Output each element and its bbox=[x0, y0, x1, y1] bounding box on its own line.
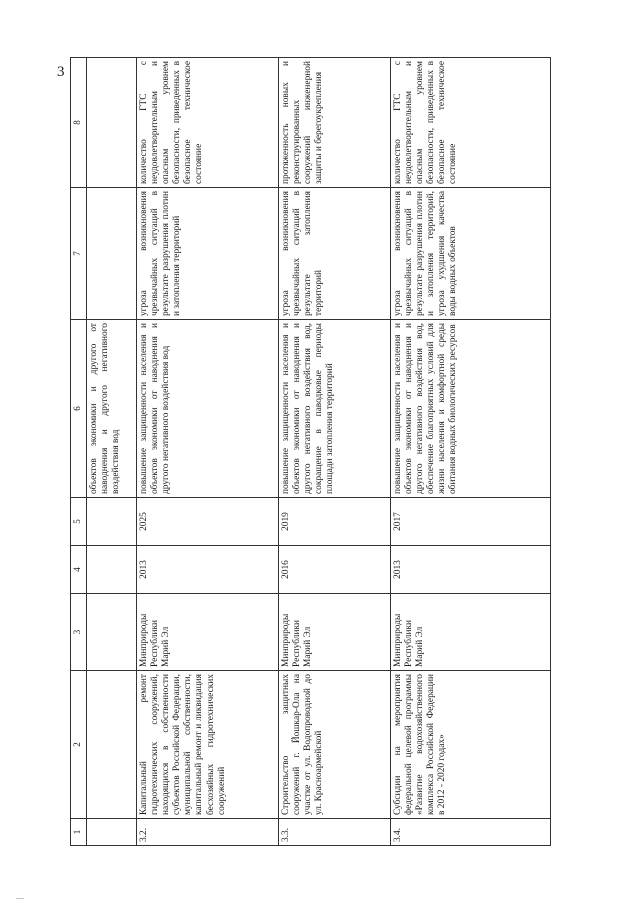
cont-cell-4 bbox=[87, 546, 137, 594]
expected-result: повышение защищенности населения и объектов экономики от наводнения и другого негативного воздействия вод bbox=[137, 320, 279, 498]
page-number: 3 bbox=[57, 64, 65, 80]
cont-cell-2 bbox=[87, 671, 137, 819]
table-row bbox=[137, 58, 279, 846]
cont-cell-result: объектов экономики и другого от наводнения и другого негативного воздействия вод bbox=[87, 320, 137, 498]
header-col-4: 4 bbox=[71, 546, 87, 594]
expected-result: повышение защищенности населения и объектов экономики от наводнения и другого негативного воздействия вод, обеспечение благоприятных условий для жизни населения и комфортной среды обитания водных биологических ресурсов bbox=[391, 320, 551, 498]
table-row bbox=[279, 58, 391, 846]
rotated-table-sheet bbox=[70, 58, 600, 846]
header-col-3: 3 bbox=[71, 594, 87, 671]
continuation-row bbox=[87, 58, 137, 846]
cont-cell-1 bbox=[87, 819, 137, 846]
measure-name: Строительство защитных сооружений г. Йошкар-Ола на участке от ул. Водопроводной до ул. Красноармейской bbox=[279, 671, 391, 819]
indicator: количество ГТС с неудовлетворительным и опасным уровнем безопасности, приведенных в безопасное техническое состояние bbox=[391, 58, 551, 188]
cont-cell-3 bbox=[87, 594, 137, 671]
header-col-5: 5 bbox=[71, 498, 87, 546]
row-number: 3.3. bbox=[279, 819, 391, 846]
row-number: 3.4. bbox=[391, 819, 551, 846]
header-col-7: 7 bbox=[71, 188, 87, 320]
cont-cell-5 bbox=[87, 498, 137, 546]
row-number: 3.2. bbox=[137, 819, 279, 846]
indicator: протяженность новых и реконструированных сооружений инженерной защиты и берегоукрепления bbox=[279, 58, 391, 188]
indicator: количество ГТС с неудовлетворительным и опасным уровнем безопасности, приведенных в безопасное техническое состояние bbox=[137, 58, 279, 188]
header-col-6: 6 bbox=[71, 320, 87, 498]
end-year: 2019 bbox=[279, 498, 391, 546]
expected-result: повышение защищенности населения и объектов экономики от наводнения и другого негативного воздействия вод, сокращение в паводковые периоды площади затопления территорий bbox=[279, 320, 391, 498]
start-year: 2013 bbox=[391, 546, 551, 594]
start-year: 2016 bbox=[279, 546, 391, 594]
margin-mark: — bbox=[16, 893, 24, 902]
cont-cell-8 bbox=[87, 58, 137, 188]
executor: Минприроды Республики Марий Эл bbox=[391, 594, 551, 671]
executor: Минприроды Республики Марий Эл bbox=[279, 594, 391, 671]
header-row bbox=[71, 58, 87, 846]
header-col-2: 2 bbox=[71, 671, 87, 819]
table-row bbox=[391, 58, 551, 846]
executor: Минприроды Республики Марий Эл bbox=[137, 594, 279, 671]
cont-cell-7 bbox=[87, 188, 137, 320]
header-col-1: 1 bbox=[71, 819, 87, 846]
program-measures-table bbox=[70, 57, 551, 846]
end-year: 2025 bbox=[137, 498, 279, 546]
end-year: 2017 bbox=[391, 498, 551, 546]
header-col-8: 8 bbox=[71, 58, 87, 188]
measure-name: Субсидии на мероприятия федеральной целевой программы «Развитие водохозяйственного комплекса Российской Федерации в 2012 - 2020 годах» bbox=[391, 671, 551, 819]
non-implementation-risk: угроза возникновения чрезвычайных ситуаций в результате разрушения плотин и затопления территорий bbox=[137, 188, 279, 320]
non-implementation-risk: угроза возникновения чрезвычайных ситуаций в результате разрушения плотин и затопления территорий, угроза ухудшения качества воды водных объектов bbox=[391, 188, 551, 320]
non-implementation-risk: угроза возникновения чрезвычайных ситуаций в результате затопления территорий bbox=[279, 188, 391, 320]
measure-name: Капитальный ремонт гидротехнических сооружений, находящихся в собственности субъектов Российской Федерации, муниципальной собственности, капитальный ремонт и ликвидация бесхозяйных гидротехнических сооружений bbox=[137, 671, 279, 819]
start-year: 2013 bbox=[137, 546, 279, 594]
